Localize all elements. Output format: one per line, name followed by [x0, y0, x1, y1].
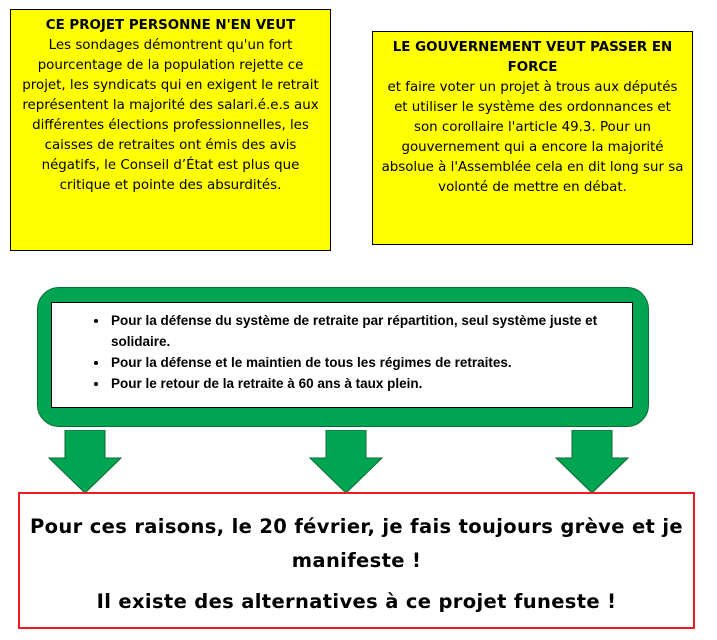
right-box-text: et faire voter un projet à trous aux députés et utiliser le système des ordonnances et son corollaire l'article 49.3. Pour un gouvernement qui a encore la majorité absolue à l'Assemblée cela en dit long sur sa volonté de mettre en débat. [381, 80, 684, 195]
demands-panel [51, 302, 633, 408]
down-arrow-icon [309, 430, 383, 494]
conclusion-line-1: Pour ces raisons, le 20 février, je fais toujours grève et je manifeste ! [30, 515, 683, 572]
right-box-title: LE GOUVERNEMENT VEUT PASSER EN FORCE [392, 40, 673, 75]
right-info-box [372, 31, 693, 245]
demand-item: • Pour la défense et le maintien de tous les régimes de retraites. [109, 352, 632, 373]
left-box-title: CE PROJET PERSONNE N'EN VEUT [45, 18, 296, 33]
demand-item: • Pour la défense du système de retraite par répartition, seul système juste et solidaire. [109, 310, 632, 352]
down-arrow-icon [48, 430, 122, 494]
left-box-text: Les sondages démontrent qu'un fort pourcentage de la population rejette ce projet, les syndicats qui en exigent le retrait représentent la majorité des salari.é.e.s aux différentes élections professionnelles, les caisses de retraites ont émis des avis négatifs, le Conseil d’État est plus que critique et pointe des absurdités. [22, 38, 319, 193]
conclusion-box [18, 492, 695, 629]
demands-list [52, 310, 632, 394]
down-arrow-icon [555, 430, 629, 494]
demand-item: • Pour le retour de la retraite à 60 ans à taux plein. [109, 373, 632, 394]
conclusion-line-2: Il existe des alternatives à ce projet funeste ! [96, 590, 617, 613]
left-info-box [10, 9, 331, 251]
